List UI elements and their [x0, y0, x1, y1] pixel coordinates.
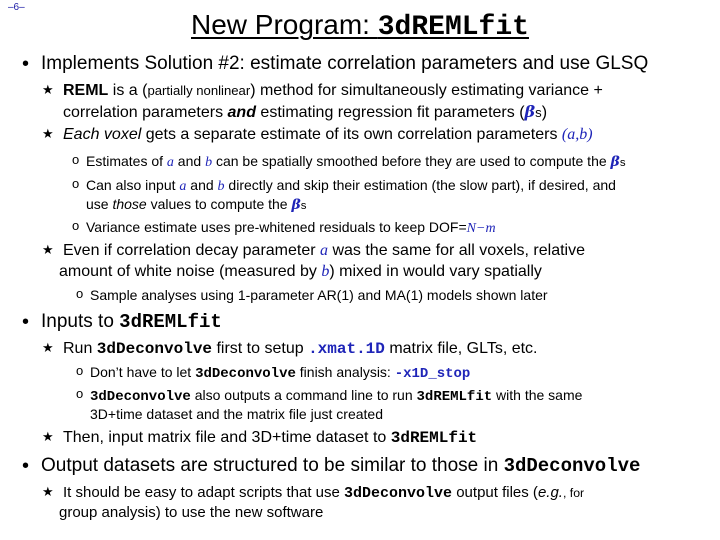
param-a: a	[320, 242, 329, 259]
and-emphasis: and	[227, 104, 256, 121]
text: with the same	[492, 387, 583, 403]
star-marker: ★	[42, 340, 54, 355]
page-number: –6–	[8, 2, 25, 13]
program-name: 3dREMLfit	[416, 389, 493, 405]
program-name: 3dREMLfit	[390, 429, 478, 447]
text: first to setup	[212, 340, 309, 357]
sub-bullet-adapt-scripts-cont: group analysis) to use the new software	[59, 504, 324, 521]
program-name: 3dREMLfit	[119, 311, 222, 333]
star-marker: ★	[42, 484, 54, 499]
param-b: b	[205, 155, 213, 170]
text: gets a separate estimate of its own correlation parameters	[141, 126, 562, 143]
param-a: a	[166, 155, 174, 170]
xmat-file: .xmat.1D	[308, 340, 385, 358]
text: and	[186, 177, 218, 193]
sub-bullet-decay-cont	[59, 263, 542, 281]
bullet-marker: •	[22, 455, 30, 477]
text: Then, input matrix file and 3D+time dataset to	[63, 429, 391, 446]
text: ) method for simultaneously estimating variance +	[250, 82, 603, 99]
star-marker: ★	[42, 429, 54, 444]
text: Output datasets are structured to be similar to those in	[41, 455, 504, 476]
text: also outputs a command line to run	[190, 387, 417, 403]
text: finish analysis:	[295, 364, 395, 380]
text: Run	[63, 340, 97, 357]
text: use	[86, 196, 113, 212]
circle-marker: o	[72, 218, 80, 233]
program-name: 3dDeconvolve	[90, 389, 191, 405]
program-name: 3dDeconvolve	[195, 366, 296, 382]
bullet-text: Implements Solution #2: estimate correlation parameters and use GLSQ	[41, 53, 649, 74]
text: was the same for all voxels, relative	[328, 242, 586, 259]
partially-nonlinear: partially nonlinear	[147, 83, 251, 98]
text: Inputs to	[41, 311, 120, 332]
star-marker: ★	[42, 126, 54, 141]
text: directly and skip their estimation (the slow part), if desired, and	[224, 177, 616, 193]
circle-marker: o	[72, 152, 80, 167]
beta-symbol: β	[291, 197, 301, 213]
bullet-marker: •	[22, 311, 30, 333]
program-name: 3dDeconvolve	[344, 485, 453, 502]
circle-marker: o	[76, 386, 84, 401]
text: Can also input	[86, 177, 180, 193]
each-voxel: Each voxel	[63, 126, 142, 143]
circle-marker: o	[72, 176, 80, 191]
text: is a (	[108, 82, 148, 99]
text: matrix file, GLTs, etc.	[384, 340, 538, 357]
dof-formula: N−m	[466, 221, 496, 236]
text: output files (	[452, 484, 538, 501]
eg-emphasis: e.g.	[537, 484, 563, 501]
text: and	[173, 153, 206, 169]
text: Variance estimate uses pre-whitened residuals to keep DOF=	[86, 219, 467, 235]
subsub-command-line-cont: 3D+time dataset and the matrix file just created	[90, 406, 383, 422]
text: )	[541, 104, 548, 121]
star-marker: ★	[42, 82, 54, 97]
those-emphasis: those	[112, 196, 147, 212]
beta-symbol: β	[524, 102, 536, 121]
text: s	[535, 105, 542, 120]
star-marker: ★	[42, 242, 54, 257]
slide-title	[0, 8, 720, 45]
ab-params: (a,b)	[561, 126, 593, 143]
bullet-marker: •	[22, 53, 30, 75]
param-b: b	[321, 263, 330, 280]
text: ) mixed in would vary spatially	[329, 263, 542, 280]
sub-bullet-reml-cont	[63, 102, 547, 122]
text: s	[619, 157, 626, 169]
text: correlation parameters	[63, 104, 228, 121]
circle-marker: o	[76, 286, 84, 301]
text: Even if correlation decay parameter	[63, 242, 321, 259]
circle-marker: o	[76, 363, 84, 378]
text: s	[300, 200, 307, 212]
param-b: b	[217, 179, 225, 194]
subsub-input-ab-cont	[86, 196, 307, 213]
text: estimating regression fit parameters (	[255, 104, 525, 121]
beta-symbol: β	[610, 154, 620, 170]
text: It should be easy to adapt scripts that use	[63, 484, 345, 501]
program-name: 3dDeconvolve	[503, 455, 641, 477]
text: Estimates of	[86, 153, 167, 169]
text: can be spatially smoothed before they are used to compute the	[212, 153, 611, 169]
text: Sample analyses using 1-parameter AR(1) and MA(1) models shown later	[90, 287, 548, 303]
reml-label: REML	[63, 82, 109, 99]
program-name: 3dDeconvolve	[96, 340, 213, 358]
param-a: a	[179, 179, 187, 194]
title-program-name: 3dREMLfit	[377, 12, 529, 43]
text: values to compute the	[146, 196, 292, 212]
x1d-stop-option: -x1D_stop	[394, 366, 471, 382]
title-prefix: New Program:	[191, 9, 378, 40]
text: amount of white noise (measured by	[59, 263, 322, 280]
text: Don’t have to let	[90, 364, 196, 380]
text: , for	[562, 486, 585, 500]
